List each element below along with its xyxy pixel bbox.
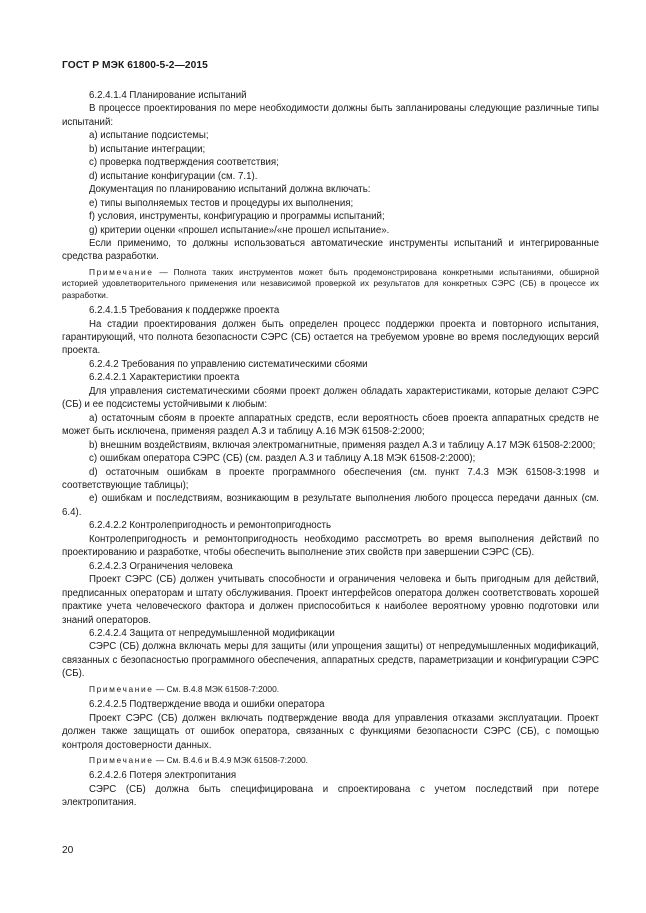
body-paragraph: d) испытание конфигурации (см. 7.1). — [89, 170, 258, 182]
page-number: 20 — [62, 845, 74, 856]
body-paragraph: 6.2.4.2.2 Контролепригодность и ремонтопригодность — [89, 520, 332, 532]
body-paragraph: 6.2.4.2.5 Подтверждение ввода и ошибки оператора — [89, 699, 325, 711]
body-paragraph: 6.2.4.2.4 Защита от непредумышленной модификации — [89, 627, 335, 639]
note-paragraph — [62, 267, 599, 301]
body-paragraph: Проект СЭРС (СБ) должен учитывать способности и ограничения человека и быть пригодным для действий, предписанных операторам и штату обслуживания. Проект интерфейсов оператора должен соответствовать хорошей практике учета человеческого фактора и должен приспособиться к наиболее вероятному уровню подготовки или знаний операторов. — [62, 574, 599, 626]
note-paragraph — [62, 755, 599, 766]
body-paragraph: e) ошибкам и последствиям, возникающим в результате выполнения любого процесса передачи данных (см. 6.4). — [62, 493, 599, 518]
body-paragraph: c) проверка подтверждения соответствия; — [89, 157, 279, 169]
body-paragraph: Документация по планированию испытаний должна включать: — [89, 184, 371, 196]
body-paragraph: b) внешним воздействиям, включая электромагнитные, применяя раздел А.3 и таблицу А.17 МЭК 61508-2:2000; — [89, 439, 596, 451]
document-body — [62, 89, 599, 810]
body-paragraph: 6.2.4.1.5 Требования к поддержке проекта — [89, 305, 280, 317]
body-paragraph: b) испытание интеграции; — [89, 143, 206, 155]
body-paragraph: Для управления систематическими сбоями проект должен обладать характеристиками, которые делают СЭРС (СБ) и ее подсистемы устойчивыми к любым: — [62, 385, 599, 411]
body-paragraph: 6.2.4.2.1 Характеристики проекта — [89, 372, 240, 384]
body-paragraph: 6.2.4.2 Требования по управлению систематическими сбоями — [89, 358, 368, 370]
note-paragraph — [62, 684, 599, 695]
body-paragraph: В процессе проектирования по мере необходимости должны быть запланированы следующие различные типы испытаний: — [62, 103, 599, 128]
note-label: Примечание — [89, 266, 154, 277]
note-label: Примечание — [89, 683, 154, 694]
body-paragraph: СЭРС (СБ) должна быть специфицирована и спроектирована с учетом последствий при потере электропитания. — [62, 783, 599, 809]
body-paragraph: Контролепригодность и ремонтопригодность необходимо рассмотреть во время выполнения действий по проектированию и разработке, чтобы обеспечить выполнение этих свойств при завершении СЭРС (СБ). — [62, 533, 599, 559]
body-paragraph: СЭРС (СБ) должна включать меры для защиты (или упрощения защиты) от непредумышленных модификаций, связанных с безопасностью программного обеспечения, аппаратных средств, параметризации и конфигурации СЭРС (СБ). — [62, 641, 599, 680]
body-paragraph: e) типы выполняемых тестов и процедуры их выполнения; — [89, 197, 354, 209]
note-label: Примечание — [89, 755, 154, 766]
body-paragraph: f) условия, инструменты, конфигурацию и программы испытаний; — [89, 211, 385, 223]
body-paragraph: c) ошибкам оператора СЭРС (СБ) (см. раздел А.3 и таблицу А.18 МЭК 61508-2:2000); — [89, 453, 476, 465]
document-header: ГОСТ Р МЭК 61800-5-2—2015 — [62, 60, 208, 71]
body-paragraph: 6.2.4.2.6 Потеря электропитания — [89, 770, 237, 782]
body-paragraph: 6.2.4.1.4 Планирование испытаний — [89, 90, 247, 101]
note-text: — См. В.4.6 и В.4.9 МЭК 61508-7:2000. — [153, 755, 308, 766]
body-paragraph: Если применимо, то должны использоваться автоматические инструменты испытаний и интегрированные средства разработки. — [62, 237, 599, 263]
body-paragraph: g) критерии оценки «прошел испытание»/«не прошел испытание». — [89, 224, 390, 236]
body-paragraph: 6.2.4.2.3 Ограничения человека — [89, 560, 233, 572]
body-paragraph: a) остаточным сбоям в проекте аппаратных средств, если вероятность сбоев проекта аппаратных средств не может быть исключена, применяя раздел А.3 и таблицу А.16 МЭК 61508-2:2000; — [62, 412, 599, 438]
note-text: — См. В.4.8 МЭК 61508-7:2000. — [153, 683, 280, 694]
body-paragraph: Проект СЭРС (СБ) должен включать подтверждение ввода для управления отказами эксплуатации. Проект должен также защищать от ошибок оператора, связанных с функциями безопасности СЭРС (СБ), с помощью контроля достоверности данных. — [62, 712, 599, 751]
note-text: — Полнота таких инструментов может быть продемонстрирована конкретными испытаниями, обширной историей удовлетворительного применения или независимой проверкой их результатов для конкретных СЭРС (СБ) в процессе их разработки. — [62, 266, 599, 300]
body-paragraph: a) испытание подсистемы; — [89, 130, 209, 142]
body-paragraph: d) остаточным ошибкам в проекте программного обеспечения (см. пункт 7.4.3 МЭК 61508-3:1998 и соответствующие таблицы); — [62, 466, 599, 491]
body-paragraph: На стадии проектирования должен быть определен процесс поддержки проекта и повторного испытания, гарантирующий, что полнота безопасности СЭРС (СБ) остается на требуемом уровне во время последующих версий проекта. — [62, 318, 599, 357]
